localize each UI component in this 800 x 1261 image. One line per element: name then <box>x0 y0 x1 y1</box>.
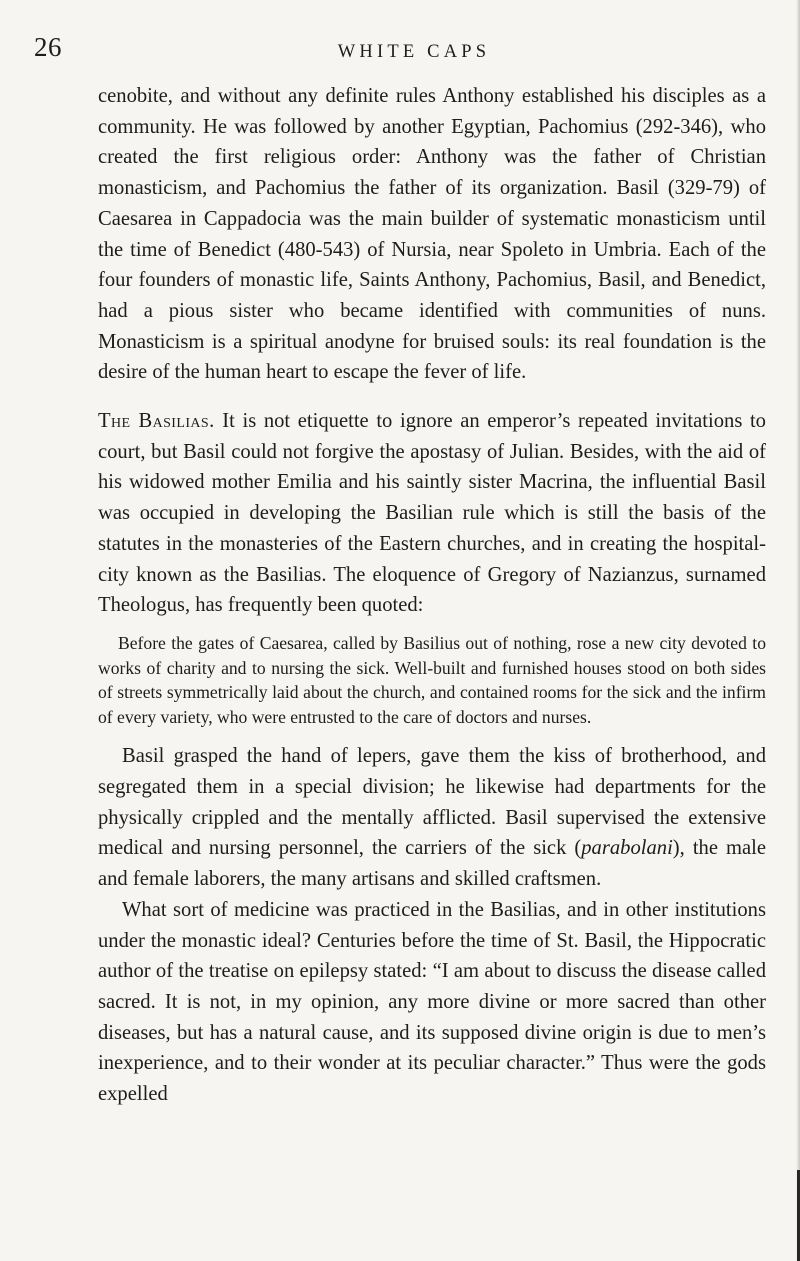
page-number: 26 <box>34 32 62 62</box>
paragraph-medicine: What sort of medicine was practiced in the Basilias, and in other institutions under the monastic ideal? Centuries before the time of St. Basil, the Hippocratic author of the treatise on epilepsy stated: “I am about to discuss the disease called sacred. It is not, in my opinion, any more divine or more sacred than other diseases, but has a natural cause, and its supposed divine origin is due to men’s inexperience, and to their wonder at its peculiar character.” Thus were the gods expelled <box>98 898 766 1106</box>
paragraph-basilias-text: It is not etiquette to ignore an emperor’s repeated invitations to court, but Basil could not forgive the apostasy of Julian. Besides, with the aid of his widowed mother Emilia and his saintly sister Macrina, the influential Basil was occupied in developing the Basilian rule which is still the basis of the statutes in the monasteries of the Eastern churches, and in creating the hospital-city known as the Basilias. The eloquence of Gregory of Nazianzus, surnamed Theologus, has frequently been quoted: <box>98 410 766 617</box>
paragraph-monasticism: cenobite, and without any definite rules Anthony established his disciples as a community. He was followed by another Egyptian, Pachomius (292-346), who created the first religious order: Anthony was the father of Christian monasticism, and Pachomius the father of its organization. Basil (329-79) of Caesarea in Cappadocia was the main builder of systematic monasticism until the time of Benedict (480-543) of Nursia, near Spoleto in Umbria. Each of the four founders of monastic life, Saints Anthony, Pachomius, Basil, and Benedict, had a pious sister who became identified with communities of nuns. Monasticism is a spiritual anodyne for bruised souls: its real foundation is the desire of the human heart to escape the fever of life. <box>98 85 766 384</box>
paragraph-lepers <box>98 741 766 895</box>
block-quote: Before the gates of Caesarea, called by Basilius out of nothing, rose a new city devoted to works of charity and to nursing the sick. Well-built and furnished houses stood on both sides of streets symmetrically laid about the church, and contained rooms for the sick and the infirm of every variety, who were entrusted to the care of doctors and nurses. <box>98 632 766 727</box>
body-text <box>98 81 766 1110</box>
section-heading: The Basilias. <box>98 410 215 433</box>
parabolani-term: parabolani <box>581 837 673 860</box>
running-head: WHITE CAPS <box>337 42 491 62</box>
paragraph-lepers-text: Basil grasped the hand of lepers, gave them the kiss of brotherhood, and segregated them in a special division; he likewise had departments for the physically crippled and the mentally afflicted. Basil supervised the extensive medical and nursing personnel, the carriers of the sick ( <box>98 745 766 860</box>
paragraph-basilias <box>98 406 766 621</box>
paragraph-lepers-text-end: ), the male and female laborers, the many artisans and skilled craftsmen. <box>98 837 767 891</box>
page-edge-shadow <box>796 0 800 1261</box>
